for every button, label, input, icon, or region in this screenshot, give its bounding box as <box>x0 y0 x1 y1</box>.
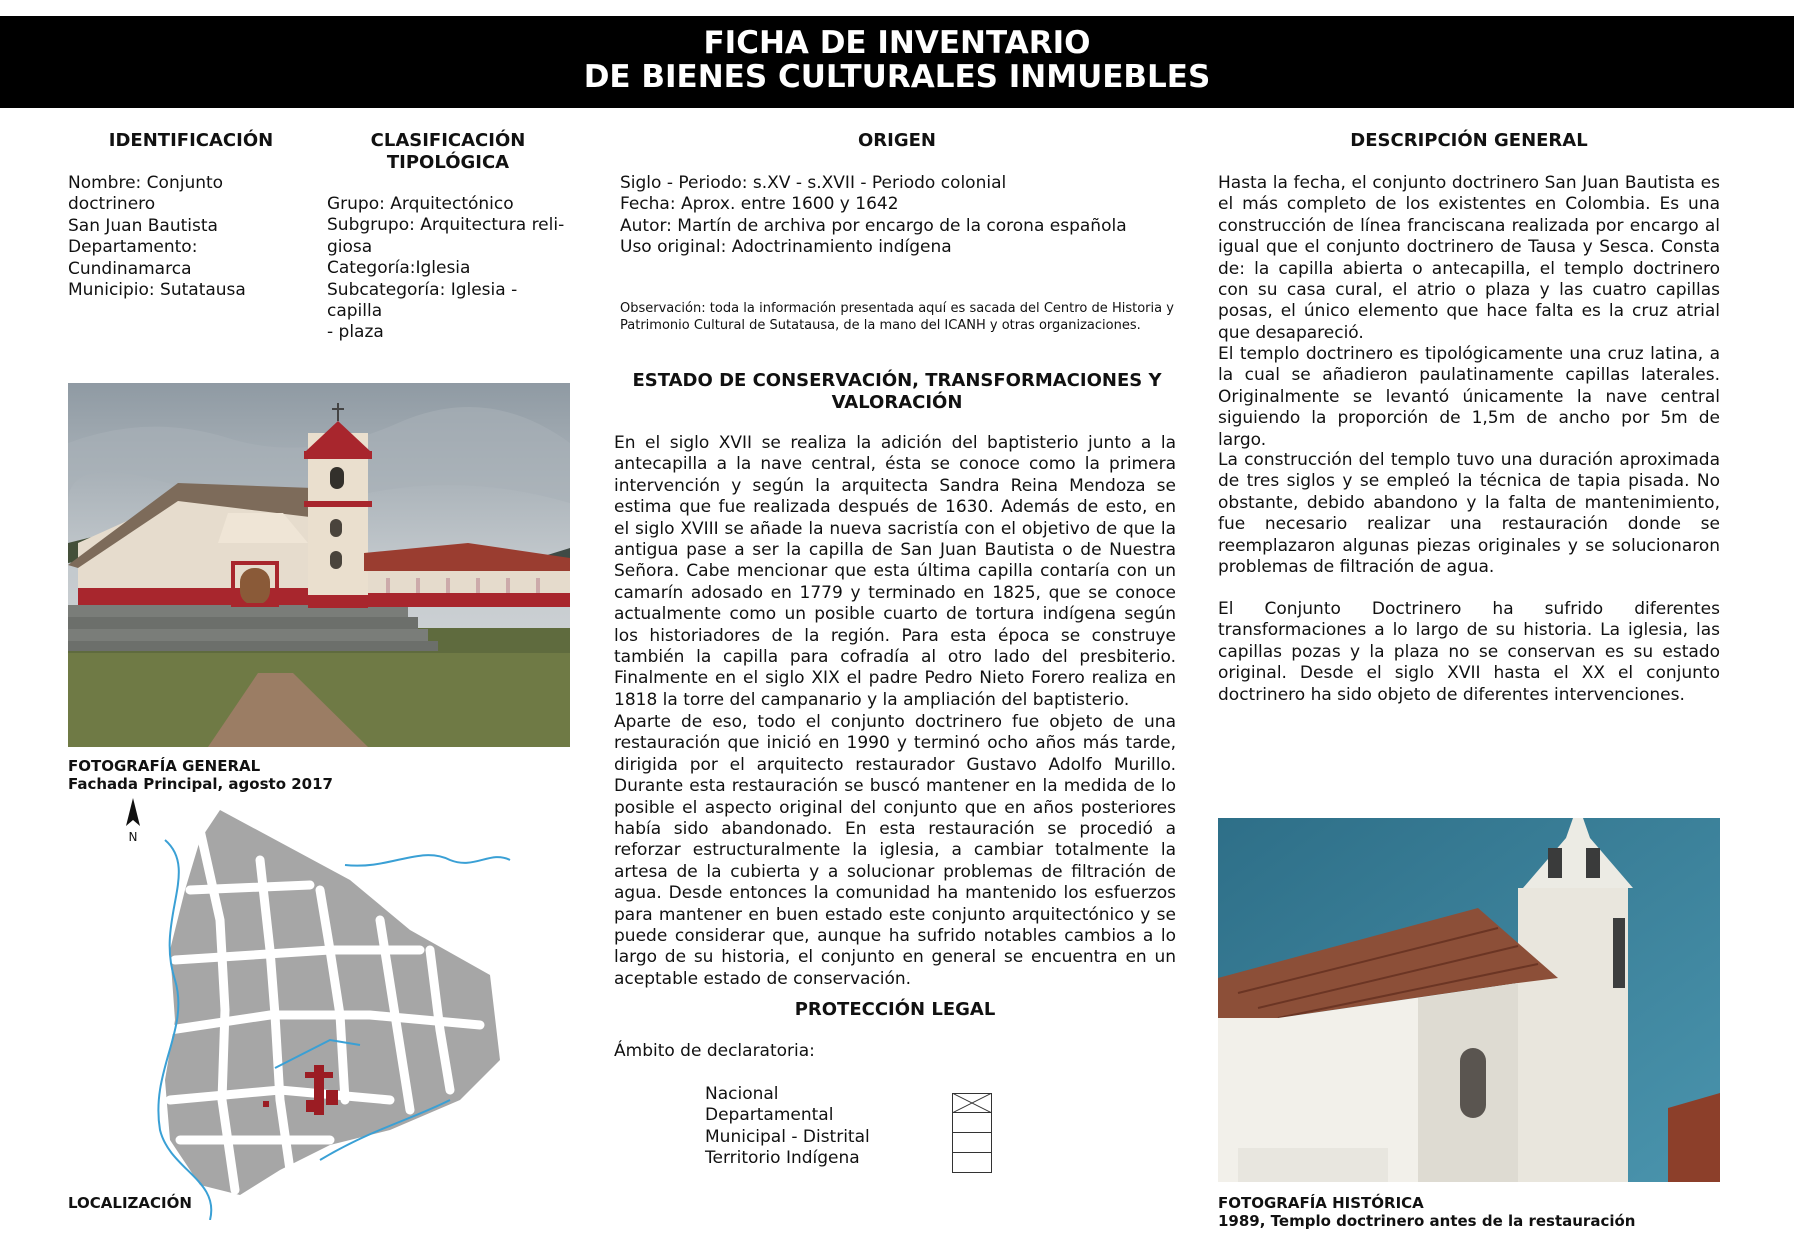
identificacion-line: Municipio: Sutatausa <box>68 280 246 301</box>
clasificacion-heading-2: TIPOLÓGICA <box>386 152 510 173</box>
origen-line: Fecha: Aprox. entre 1600 y 1642 <box>620 194 899 215</box>
historic-photo <box>1218 818 1720 1182</box>
clasificacion-heading <box>327 130 569 174</box>
origen-heading: ORIGEN <box>858 130 936 151</box>
title-line-1: FICHA DE INVENTARIO <box>703 25 1091 61</box>
checkbox-municipal[interactable] <box>952 1133 992 1153</box>
historic-caption-title: FOTOGRAFÍA HISTÓRICA <box>1218 1194 1424 1212</box>
cross-mark-icon <box>952 1093 992 1113</box>
identificacion-line: Nombre: Conjunto doctrinero <box>68 173 224 215</box>
ambito-label: Ámbito de declaratoria: <box>614 1041 815 1061</box>
clasificacion-line: Grupo: Arquitectónico <box>327 194 514 214</box>
descripcion-heading: DESCRIPCIÓN GENERAL <box>1350 130 1588 151</box>
estado-heading <box>610 370 1184 414</box>
option-municipal: Municipal - Distrital <box>705 1126 870 1147</box>
descripcion-paragraph-2: El templo doctrinero es tipológicamente una cruz latina, a la cual se añadieron paulatinamente capillas laterales. Originalmente se levantó únicamente la nave central siguiendo la proporción de 1,5m de ancho por 5m de largo. <box>1218 344 1720 450</box>
clasificacion-line: Subgrupo: Arquitectura reli- <box>327 215 565 236</box>
option-territorio: Territorio Indígena <box>705 1148 860 1169</box>
option-departamental: Departamental <box>705 1105 834 1126</box>
descripcion-paragraph-1: Hasta la fecha, el conjunto doctrinero San Juan Bautista es el más completo de los existentes en Colombia. Es una construcción de línea franciscana realizada por encargo al igual que el conjunto doctrinero de Tausa y Sesca. Consta de: la capilla abierta o antecapilla, el templo doctrinero con su casa cural, el atrio o plaza y las cuatro capillas posas, el único elemento que hace falta es la cruz atrial que desapareció. <box>1218 173 1720 343</box>
checkbox-departamental[interactable] <box>952 1113 992 1133</box>
origen-line: Uso original: Adoctrinamiento indígena <box>620 237 952 258</box>
estado-paragraph-2: Aparte de eso, todo el conjunto doctrinero fue objeto de una restauración que inició en 1990 y terminó ocho años más tarde, dirigida por el arquitecto restaurador Gustavo Adolfo Murillo. Durante esta restauración se buscó mantener en la medida de lo posible el aspecto original del conjunto que en años posteriores había sido abandonado. En esta restauración se procedió a reforzar estructuralmente la iglesia, a cambiar totalmente la artesa de la cubierta y a solucionar problemas de filtración de agua. Desde entonces la comunidad ha mantenido los esfuerzos para mantener en buen estado este conjunto arquitectónico y se puede considerar que, aunque ha sufrido notables cambios a lo largo de su historia, el conjunto en general se encuentra en un aceptable estado de conservación. <box>614 712 1176 989</box>
clasificacion-line: - plaza <box>327 322 384 343</box>
north-label: N <box>128 830 138 844</box>
historic-caption-subtitle: 1989, Templo doctrinero antes de la restauración <box>1218 1212 1636 1230</box>
clasificacion-heading-1: CLASIFICACIÓN <box>370 130 526 151</box>
clasificacion-line: giosa <box>327 236 373 257</box>
option-nacional: Nacional <box>705 1084 779 1104</box>
localizacion-caption: LOCALIZACIÓN <box>68 1194 192 1212</box>
estado-heading-2: VALORACIÓN <box>831 392 963 413</box>
proteccion-heading: PROTECCIÓN LEGAL <box>794 999 996 1020</box>
estado-paragraph-1: En el siglo XVII se realiza la adición del baptisterio junto a la antecapilla a la nave central, ésta se conoce como la primera intervención y según la arquitecta Sandra Reina Mendoza se estima que fue realizada después de 1630. Además de esto, en el siglo XVIII se añade la nueva sacristía con el objetivo de que la antigua pase a ser la capilla de San Juan Bautista o de Nuestra Señora. Cabe mencionar que esta última capilla contaría con un camarín adosado en 1779 y terminado en 1825, que se conoce actualmente como un posible cuarto de tortura indígena según los historiadores de la región. Para esta época se construye también la capilla para cofradía al otro lado del presbiterio. Finalmente en el siglo XIX el padre Pedro Nieto Forero realiza en 1818 la torre del campanario y la ampliación del baptisterio. <box>614 433 1176 710</box>
descripcion-paragraph-3: La construcción del templo tuvo una duración aproximada de tres siglos y se empleó la técnica de tapia pisada. No obstante, debido abandono y la falta de mantenimiento, fue necesario realizar una restauración donde se reemplazaron algunas piezas originales y se solucionaron problemas de filtración de agua. <box>1218 450 1720 578</box>
general-photo-caption <box>68 757 398 793</box>
proteccion-checkboxes <box>952 1093 992 1173</box>
observacion-note: Observación: toda la información presentada aquí es sacada del Centro de Historia y Patrimonio Cultural de Sutatausa, de la mano del ICANH y otras organizaciones. <box>620 301 1174 333</box>
descripcion-paragraph-4: El Conjunto Doctrinero ha sufrido diferentes transformaciones a lo largo de su historia. La iglesia, las capillas pozas y la plaza no se conservan es su estado original. Desde el siglo XVII hasta el XX el conjunto doctrinero ha sido objeto de diferentes intervenciones. <box>1218 599 1720 705</box>
clasificacion-block <box>327 194 571 344</box>
origen-block <box>620 173 1180 259</box>
title-banner <box>0 16 1794 108</box>
caption-title: FOTOGRAFÍA GENERAL <box>68 757 261 775</box>
historic-photo-caption <box>1218 1194 1720 1230</box>
identificacion-block <box>68 173 314 301</box>
church-facade-photo <box>68 383 570 747</box>
identificacion-heading: IDENTIFICACIÓN <box>108 130 274 151</box>
checkbox-nacional[interactable] <box>952 1093 992 1113</box>
identificacion-line: Departamento: Cundinamarca <box>68 237 198 279</box>
historic-church-photo <box>1218 818 1720 1182</box>
origen-line: Autor: Martín de archiva por encargo de la corona española <box>620 215 1127 236</box>
estado-heading-1: ESTADO DE CONSERVACIÓN, TRANSFORMACIONES Y <box>632 370 1162 391</box>
general-photo <box>68 383 570 747</box>
clasificacion-line: Categoría:Iglesia <box>327 258 471 279</box>
checkbox-territorio[interactable] <box>952 1153 992 1173</box>
identificacion-line: San Juan Bautista <box>68 215 218 236</box>
title-line-2: DE BIENES CULTURALES INMUEBLES <box>583 59 1211 95</box>
origen-line: Siglo - Periodo: s.XV - s.XVII - Periodo colonial <box>620 173 1007 193</box>
street-map-graphic <box>130 800 520 1220</box>
caption-subtitle: Fachada Principal, agosto 2017 <box>68 775 333 793</box>
clasificacion-line: Subcategoría: Iglesia - capilla <box>327 279 518 322</box>
location-map <box>130 800 520 1220</box>
